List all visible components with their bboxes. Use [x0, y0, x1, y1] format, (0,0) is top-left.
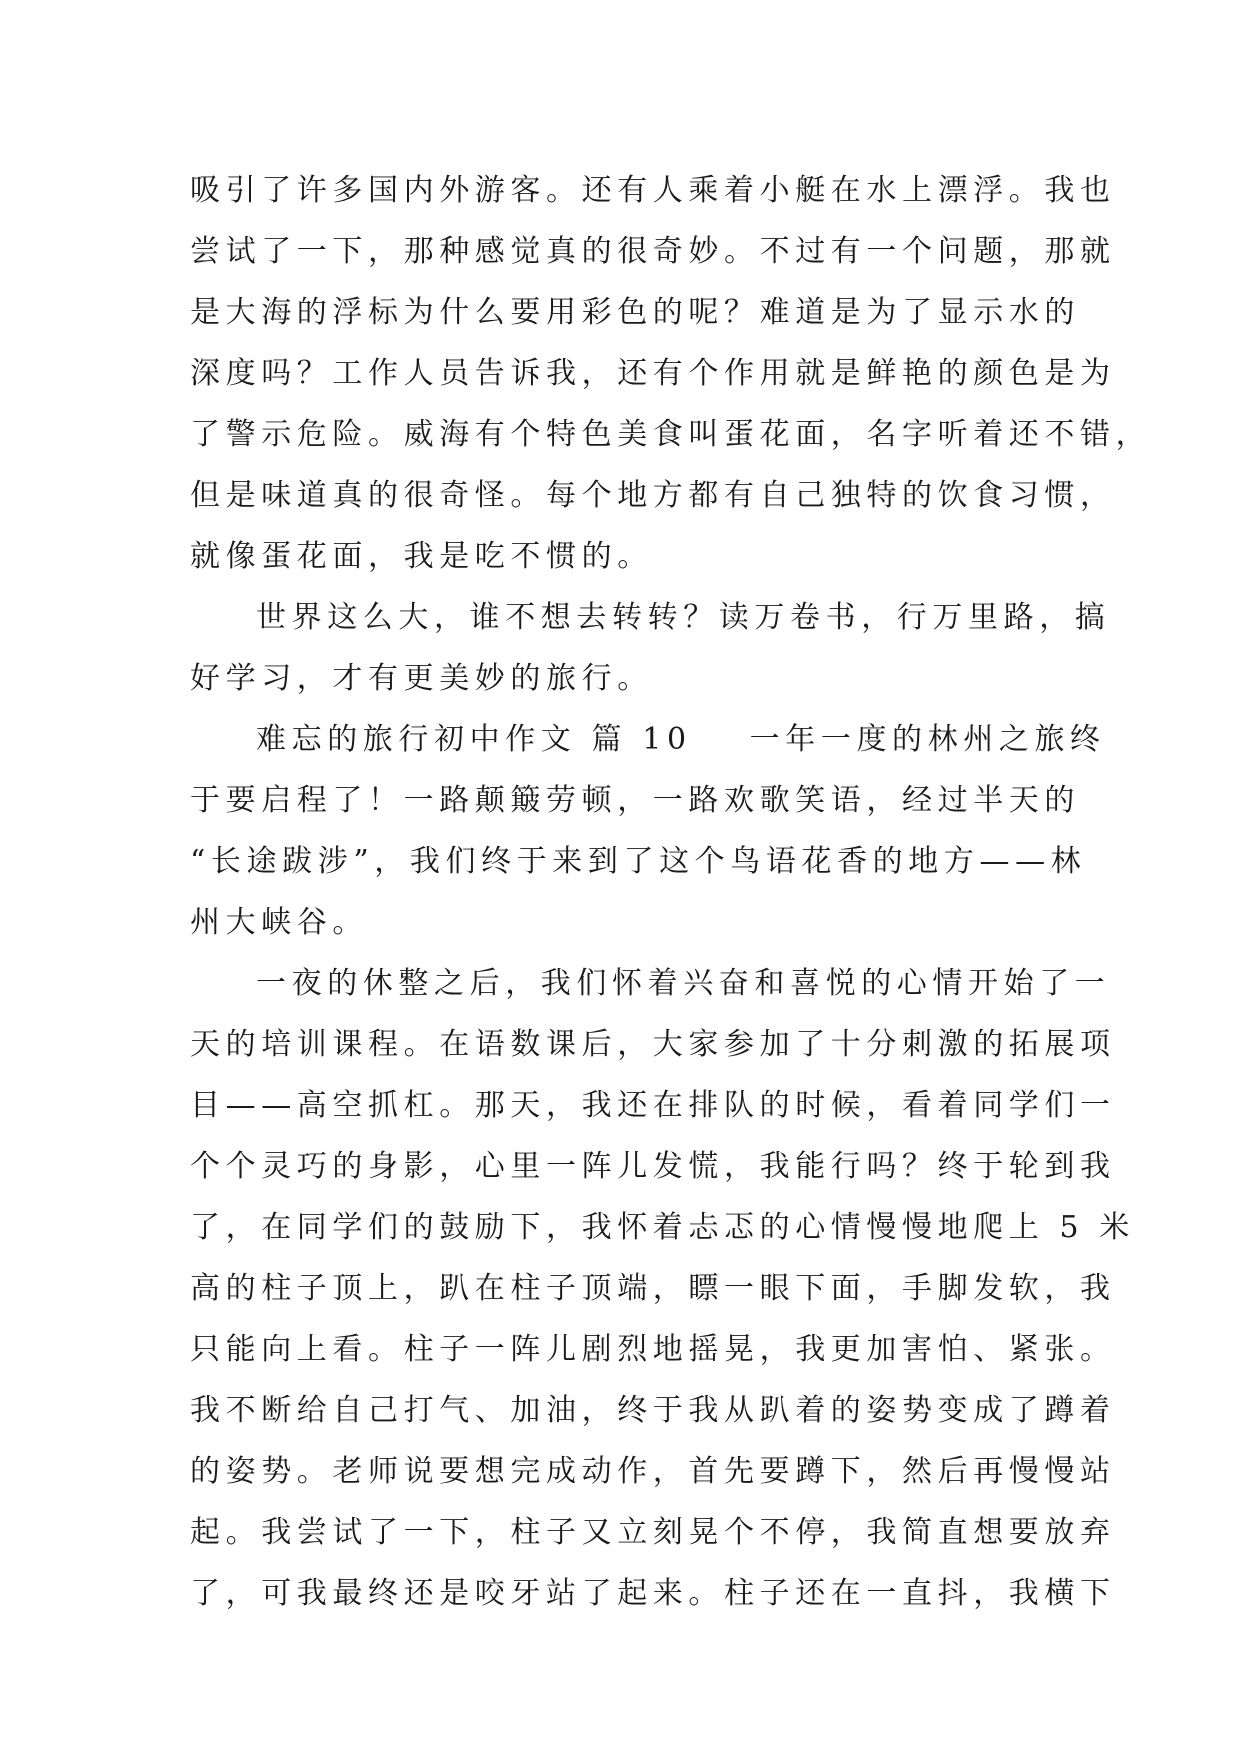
- text-line: 尝试了一下，那种感觉真的很奇妙。不过有一个问题，那就: [190, 234, 1116, 269]
- text-line: 只能向上看。柱子一阵儿剧烈地摇晃，我更加害怕、紧张。: [190, 1332, 1116, 1367]
- text-line: “长途跋涉”，我们终于来到了这个鸟语花香的地方——林: [190, 844, 1087, 879]
- text-line: 个个灵巧的身影，心里一阵儿发慌，我能行吗？终于轮到我: [190, 1149, 1116, 1184]
- paragraph-1: [190, 160, 1152, 587]
- heading-continuation: 一年一度的林州之旅终: [749, 722, 1106, 757]
- text-line: 就像蛋花面，我是吃不惯的。: [190, 539, 653, 574]
- text-line: 的姿势。老师说要想完成动作，首先要蹲下，然后再慢慢站: [190, 1454, 1116, 1489]
- text-line: 起。我尝试了一下，柱子又立刻晃个不停，我简直想要放弃: [190, 1515, 1116, 1550]
- text-line: 目——高空抓杠。那天，我还在排队的时候，看着同学们一: [190, 1088, 1116, 1123]
- text-line: 吸引了许多国内外游客。还有人乘着小艇在水上漂浮。我也: [190, 173, 1116, 208]
- section-heading: 难忘的旅行初中作文 篇 10: [256, 722, 692, 757]
- text-line: 于要启程了！一路颠簸劳顿，一路欢歌笑语，经过半天的: [190, 783, 1080, 818]
- text-line: 了，可我最终还是咬牙站了起来。柱子还在一直抖，我横下: [190, 1576, 1116, 1611]
- text-line: 了，在同学们的鼓励下，我怀着忐忑的心情慢慢地爬上 5 米: [190, 1210, 1135, 1245]
- text-line: 天的培训课程。在语数课后，大家参加了十分刺激的拓展项: [190, 1027, 1116, 1062]
- text-line: 一夜的休整之后，我们怀着兴奋和喜悦的心情开始了一: [256, 966, 1111, 1001]
- paragraph-2: [190, 587, 1111, 709]
- text-line: 但是味道真的很奇怪。每个地方都有自己独特的饮食习惯，: [190, 478, 1116, 513]
- text-line: 是大海的浮标为什么要用彩色的呢？难道是为了显示水的: [190, 295, 1080, 330]
- paragraph-4: [190, 953, 1135, 1624]
- paragraph-3: [190, 709, 1106, 953]
- text-line: 了警示危险。威海有个特色美食叫蛋花面，名字听着还不错，: [190, 417, 1152, 452]
- section-heading-line: [190, 709, 1106, 770]
- text-line: 好学习，才有更美妙的旅行。: [190, 661, 653, 696]
- text-line: 我不断给自己打气、加油，终于我从趴着的姿势变成了蹲着: [190, 1393, 1116, 1428]
- text-line: 深度吗？工作人员告诉我，还有个作用就是鲜艳的颜色是为: [190, 356, 1116, 391]
- document-page: [190, 160, 1152, 1624]
- text-line: 高的柱子顶上，趴在柱子顶端，瞟一眼下面，手脚发软，我: [190, 1271, 1116, 1306]
- text-line: 世界这么大，谁不想去转转？读万卷书，行万里路，搞: [256, 600, 1111, 635]
- text-line: 州大峡谷。: [190, 905, 368, 940]
